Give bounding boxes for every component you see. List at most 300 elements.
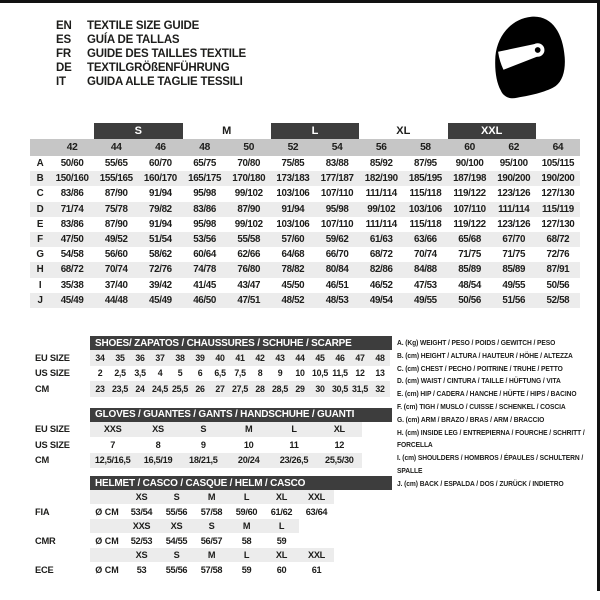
helmet-size-cell: M <box>207 492 216 502</box>
measurement-cell: 165/175 <box>188 173 222 185</box>
row-label: CM <box>35 383 50 394</box>
row-label: A <box>36 158 44 170</box>
measurement-cell: 51/56 <box>502 294 526 306</box>
helmet-row-fia <box>30 504 392 519</box>
row-cells <box>90 437 362 453</box>
helmet-size-cell: S <box>173 550 180 560</box>
size-band-s: S <box>94 123 182 139</box>
shoes-section-header: SHOES/ ZAPATOS / CHAUSSURES / SCHUHE / SCARPE <box>90 336 392 350</box>
measurement-cell: 71/75 <box>502 249 526 261</box>
size-cell: 27 <box>215 383 225 394</box>
size-cell: 25,5 <box>172 383 188 394</box>
legend-item-e: E. (cm) HIP / CADERA / HANCHE / HÜFTE / HIPS / BACINO <box>397 389 577 399</box>
measurement-cell: 51/54 <box>149 234 172 246</box>
size-cell: 7,5 <box>234 368 246 379</box>
legend-item-b: B. (cm) HEIGHT / ALTURA / HAUTEUR / HÖHE / ALTEZZA <box>397 350 573 360</box>
size-cell: 23,5 <box>112 383 128 394</box>
measurement-cell: 53/56 <box>193 234 216 246</box>
measurement-cell: 43/47 <box>237 279 261 291</box>
helmet-value-cell: 59 <box>241 564 252 575</box>
size-cell: 3,5 <box>134 368 146 379</box>
measurement-cell: 107/110 <box>320 188 354 200</box>
spacer <box>30 468 392 476</box>
helmet-size-cell: XS <box>135 492 148 502</box>
measurement-cell: 99/102 <box>234 188 263 200</box>
language-line-it <box>56 75 246 89</box>
size-cell: 9 <box>277 368 283 379</box>
helmet-sizes-ece <box>90 548 334 562</box>
helmet-sizes-cmr <box>90 519 299 533</box>
measurement-cell: 49/55 <box>502 279 526 291</box>
helmet-value-cell: 55/56 <box>165 564 188 575</box>
size-cell: 28,5 <box>272 383 288 394</box>
measurement-cell: 87/90 <box>104 188 128 200</box>
size-cell: 46 <box>335 352 345 363</box>
helmet-value-cell: 54/55 <box>165 535 188 546</box>
measurement-cell: 37/40 <box>104 279 128 291</box>
page-title-es: GUÍA DE TALLAS <box>87 34 180 46</box>
measurement-cell: 50/56 <box>458 294 481 306</box>
size-header-cell: 48 <box>199 142 210 153</box>
measurement-cell: 39/42 <box>149 279 172 291</box>
measurement-cell: 76/80 <box>237 264 261 276</box>
textile-row-b <box>30 171 580 186</box>
size-cell: 24 <box>135 383 145 394</box>
size-cell: 8 <box>257 368 263 379</box>
helmet-size-cell: M <box>242 521 251 531</box>
size-cell: 13 <box>375 368 385 379</box>
size-cell: 38 <box>175 352 185 363</box>
size-cell: 34 <box>95 352 105 363</box>
helmet-value-cell: 61/62 <box>270 506 293 517</box>
lower-sections <box>30 336 392 577</box>
measurement-cell: 155/165 <box>99 173 133 185</box>
measurement-cell: 190/200 <box>497 173 531 185</box>
size-cell: 26 <box>195 383 205 394</box>
measurement-cell: 103/106 <box>276 188 310 200</box>
measurement-cell: 49/55 <box>414 294 437 306</box>
measurement-cell: 68/72 <box>546 234 570 246</box>
textile-row-j <box>30 293 580 308</box>
measurement-cell: 72/76 <box>546 249 570 261</box>
row-label: J <box>37 294 43 306</box>
measurement-cell: 90/100 <box>455 158 484 170</box>
row-label: F <box>37 234 43 246</box>
measurement-cell: 45/49 <box>149 294 172 306</box>
size-cell: 48 <box>375 352 385 363</box>
measurement-cell: 72/76 <box>149 264 172 276</box>
measurement-cell: 75/78 <box>104 203 128 215</box>
size-cell: 47 <box>355 352 365 363</box>
measurement-cell: 55/58 <box>237 234 261 246</box>
size-cell: 44 <box>295 352 305 363</box>
measurement-cell: 95/100 <box>499 158 528 170</box>
language-line-en <box>56 19 246 33</box>
standard-label: FIA <box>35 506 50 517</box>
legend-item-i: I. (cm) SHOULDERS / HOMBROS / ÉPAULES / SCHULTERN / SPALLE <box>397 453 584 475</box>
measurement-cell: 44/48 <box>104 294 128 306</box>
helmet-size-cell: L <box>278 521 285 531</box>
gloves-section-header: GLOVES / GUANTES / GANTS / HANDSCHUHE / GUANTI <box>90 408 392 422</box>
row-label: H <box>36 264 44 276</box>
size-cell: XS <box>152 424 164 435</box>
measurement-cell: 61/63 <box>369 234 393 246</box>
measurement-cell: 78/82 <box>281 264 305 276</box>
measurement-cell: 127/130 <box>541 218 575 230</box>
measurement-cell: 83/86 <box>193 203 216 215</box>
textile-row-d <box>30 202 580 217</box>
measurement-legend <box>397 337 600 491</box>
size-header-cell: 44 <box>110 142 122 153</box>
size-header-cell: 50 <box>243 142 255 153</box>
size-header-cell: 46 <box>155 142 166 153</box>
size-cell: 6,5 <box>214 368 226 379</box>
measurement-cell: 85/89 <box>458 264 481 276</box>
row-label: EU SIZE <box>35 424 70 435</box>
measurement-cell: 115/119 <box>541 203 574 215</box>
row-cells <box>90 350 390 366</box>
textile-row-i <box>30 278 580 293</box>
size-band-xxl: XXL <box>448 123 536 139</box>
page-title-de: TEXTILGRÖßENFÜHRUNG <box>87 62 230 74</box>
measurement-cell: 59/62 <box>325 234 349 246</box>
measurement-cell: 115/118 <box>409 218 442 230</box>
measurement-cell: 115/118 <box>409 188 442 200</box>
language-code: IT <box>56 76 66 88</box>
language-code: DE <box>56 62 72 74</box>
measurement-cell: 85/92 <box>369 158 393 170</box>
measurement-cell: 54/58 <box>60 249 84 261</box>
measurement-cell: 60/70 <box>149 158 172 170</box>
size-band-m: M <box>222 125 232 137</box>
measurement-cell: 47/51 <box>237 294 261 306</box>
size-cell: XXS <box>103 424 122 435</box>
size-cell: 29 <box>295 383 305 394</box>
size-cell: 41 <box>235 352 245 363</box>
language-line-de <box>56 61 246 75</box>
size-cell: 10 <box>243 439 254 450</box>
spacer <box>30 397 392 408</box>
measurement-cell: 50/60 <box>60 158 84 170</box>
size-header-cell: 58 <box>420 142 431 153</box>
legend-item-f: F. (cm) TIGH / MUSLO / CUISSE / SCHENKEL / COSCIA <box>397 401 566 411</box>
row-label: C <box>36 188 44 200</box>
textile-band-row <box>30 123 580 139</box>
row-label: B <box>36 173 44 185</box>
shoes-table <box>30 350 392 397</box>
helmet-value-cell: 55/56 <box>165 506 188 517</box>
measurement-cell: 111/114 <box>365 188 397 200</box>
measurement-cell: 170/180 <box>232 173 266 185</box>
row-label: D <box>36 203 44 215</box>
measurement-cell: 173/183 <box>276 173 310 185</box>
measurement-cell: 80/84 <box>325 264 349 276</box>
measurement-cell: 95/98 <box>325 203 349 215</box>
measurement-cell: 63/66 <box>414 234 437 246</box>
measurement-cell: 65/75 <box>193 158 216 170</box>
textile-size-row <box>30 139 580 156</box>
helmet-size-cell: XL <box>275 550 288 560</box>
textile-row-c <box>30 186 580 201</box>
measurement-cell: 103/106 <box>276 218 310 230</box>
measurement-cell: 87/95 <box>414 158 437 170</box>
measurement-cell: 74/78 <box>193 264 216 276</box>
size-band-l: L <box>271 123 359 139</box>
measurement-cell: 123/126 <box>497 188 531 200</box>
helmet-size-cell: XL <box>275 492 288 502</box>
size-cell: 2,5 <box>114 368 126 379</box>
textile-row-g <box>30 247 580 262</box>
measurement-cell: 67/70 <box>502 234 526 246</box>
shoes-table-row-eu-size <box>30 350 392 366</box>
helmet-size-cell: XXS <box>132 521 151 531</box>
measurement-cell: 68/72 <box>60 264 84 276</box>
helmet-size-cell: S <box>173 492 180 502</box>
size-header-cell: 64 <box>552 142 564 153</box>
textile-row-f <box>30 232 580 247</box>
helmet-size-cell: XXL <box>308 550 325 560</box>
measurement-cell: 48/54 <box>458 279 481 291</box>
size-cell: 32 <box>375 383 385 394</box>
measurement-cell: 99/102 <box>234 218 263 230</box>
size-header-cell: 52 <box>287 142 299 153</box>
size-cell: 31,5 <box>352 383 368 394</box>
helmet-size-cell: L <box>243 492 250 502</box>
measurement-cell: 91/94 <box>281 203 305 215</box>
size-header-cell: 56 <box>375 142 387 153</box>
measurement-cell: 68/72 <box>369 249 393 261</box>
helmet-size-cell: XXL <box>308 492 325 502</box>
size-cell: 25,5/30 <box>325 455 354 466</box>
standard-label: ECE <box>35 564 54 575</box>
measurement-cell: 107/110 <box>453 203 486 215</box>
measurement-cell: 190/200 <box>541 173 575 185</box>
measurement-cell: 83/86 <box>60 188 84 200</box>
legend-item-c: C. (cm) CHEST / PECHO / POITRINE / TRUHE / PETTO <box>397 363 563 373</box>
measurement-cell: 70/80 <box>237 158 261 170</box>
measurement-cell: 87/90 <box>237 203 261 215</box>
measurement-cell: 71/74 <box>60 203 84 215</box>
size-cell: 30 <box>315 383 325 394</box>
row-label: E <box>36 218 44 230</box>
helmet-size-cell: XS <box>170 521 183 531</box>
size-header-cell: 62 <box>508 142 520 153</box>
size-cell: 5 <box>177 368 183 379</box>
helmet-value-cell: 52/53 <box>130 535 153 546</box>
helmet-size-cell: L <box>243 550 250 560</box>
helmet-value-cell: 58 <box>241 535 252 546</box>
size-cell: 27,5 <box>232 383 248 394</box>
measurement-cell: 187/198 <box>453 173 487 185</box>
size-header-cell: 60 <box>464 142 475 153</box>
row-label: G <box>36 249 44 261</box>
helmet-row-cmr <box>30 533 392 548</box>
textile-row-a <box>30 156 580 171</box>
size-cell: 43 <box>275 352 285 363</box>
gloves-table-row-cm <box>30 453 392 469</box>
row-label: EU SIZE <box>35 352 70 363</box>
measurement-cell: 83/86 <box>60 218 84 230</box>
measurement-cell: 127/130 <box>541 188 575 200</box>
row-cells <box>90 381 390 397</box>
size-cell: 45 <box>315 352 325 363</box>
helmet-size-cell: M <box>207 550 216 560</box>
size-cell: 8 <box>155 439 161 450</box>
size-cell: 12 <box>334 439 345 450</box>
measurement-cell: 111/114 <box>498 203 530 215</box>
gloves-table-row-us-size <box>30 437 392 453</box>
size-cell: L <box>291 424 297 435</box>
size-cell: 20/24 <box>237 455 260 466</box>
helmet-size-cell: S <box>208 521 215 531</box>
page-title-fr: GUIDE DES TAILLES TEXTILE <box>87 48 246 60</box>
measurement-cell: 46/51 <box>325 279 349 291</box>
size-cell: 40 <box>215 352 225 363</box>
measurement-cell: 45/50 <box>281 279 305 291</box>
gloves-table <box>30 422 392 469</box>
shoes-table-row-us-size <box>30 366 392 382</box>
measurement-cell: 82/86 <box>369 264 393 276</box>
measurement-cell: 182/190 <box>364 173 398 185</box>
helmet-value-cell: 61 <box>311 564 322 575</box>
measurement-cell: 123/126 <box>497 218 531 230</box>
row-label: US SIZE <box>35 368 70 379</box>
language-line-es <box>56 33 246 47</box>
helmet-section-header: HELMET / CASCO / CASQUE / HELM / CASCO <box>90 476 392 490</box>
measurement-cell: 91/94 <box>149 188 172 200</box>
measurement-cell: 48/53 <box>325 294 349 306</box>
legend-item-a: A. (Kg) WEIGHT / PESO / POIDS / GEWITCH / PESO <box>397 338 556 347</box>
size-cell: 4 <box>157 368 163 379</box>
measurement-cell: 60/64 <box>193 249 216 261</box>
size-cell: 18/21,5 <box>189 455 218 466</box>
measurement-cell: 50/56 <box>546 279 570 291</box>
language-code: EN <box>56 20 72 32</box>
helmet-value-cell: 57/58 <box>200 564 223 575</box>
size-header-cell: 54 <box>331 142 343 153</box>
size-cell: 10,5 <box>312 368 328 379</box>
helmet-value-cell: 57/58 <box>200 506 223 517</box>
measurement-cell: 185/195 <box>408 173 442 185</box>
standard-label: CMR <box>35 535 56 546</box>
measurement-cell: 55/65 <box>104 158 128 170</box>
measurement-cell: 95/98 <box>193 218 216 230</box>
gloves-table-row-eu-size <box>30 422 392 438</box>
measurement-cell: 107/110 <box>320 218 354 230</box>
language-code: ES <box>56 34 71 46</box>
measurement-cell: 87/91 <box>546 264 570 276</box>
size-cell: 2 <box>97 368 103 379</box>
legend-item-j: J. (cm) BACK / ESPALDA / DOS / ZURÜCK / INDIETRO <box>397 478 564 488</box>
size-cell: 9 <box>200 439 206 450</box>
measurement-cell: 58/62 <box>149 249 172 261</box>
helmet-row-ece <box>30 562 392 577</box>
measurement-cell: 47/53 <box>414 279 437 291</box>
size-cell: 23 <box>95 383 105 394</box>
measurement-cell: 85/89 <box>502 264 526 276</box>
measurement-cell: 111/114 <box>365 218 397 230</box>
measurement-cell: 65/68 <box>458 234 481 246</box>
diameter-unit-label: Ø CM <box>95 506 119 517</box>
textile-table-body <box>30 156 580 308</box>
measurement-cell: 47/50 <box>60 234 84 246</box>
size-cell: 7 <box>110 439 116 450</box>
page-title: TEXTILE SIZE GUIDE <box>87 20 200 32</box>
row-label: I <box>38 279 42 291</box>
size-cell: 10 <box>295 368 305 379</box>
legend-item-h: H. (cm) INSIDE LEG / ENTREPIERNA / FOURCHE / SCHRITT / FORCELLA <box>397 427 585 450</box>
measurement-cell: 35/38 <box>60 279 84 291</box>
size-cell: 16,5/19 <box>143 455 173 466</box>
measurement-cell: 48/52 <box>281 294 305 306</box>
measurement-cell: 105/115 <box>541 158 575 170</box>
measurement-cell: 64/68 <box>281 249 305 261</box>
helmet-value-cell: 59/60 <box>235 506 258 517</box>
measurement-cell: 75/85 <box>281 158 305 170</box>
measurement-cell: 87/90 <box>104 218 128 230</box>
measurement-cell: 70/74 <box>414 249 437 261</box>
measurement-cell: 66/70 <box>325 249 349 261</box>
row-cells <box>90 366 390 382</box>
helmet-value-cell: 59 <box>276 535 287 546</box>
measurement-cell: 41/45 <box>193 279 216 291</box>
measurement-cell: 99/102 <box>367 203 396 215</box>
textile-row-h <box>30 262 580 277</box>
measurement-cell: 71/75 <box>458 249 481 261</box>
legend-item-d: D. (cm) WAIST / CINTURA / TAILLE / HÜFTUNG / VITA <box>397 376 561 386</box>
helmet-sizes-fia <box>90 490 334 504</box>
size-cell: M <box>244 424 253 435</box>
measurement-cell: 56/60 <box>104 249 128 261</box>
measurement-cell: 45/49 <box>60 294 84 306</box>
measurement-cell: 119/122 <box>453 218 486 230</box>
row-cells <box>90 453 362 469</box>
size-cell: S <box>200 424 207 435</box>
measurement-cell: 83/88 <box>325 158 349 170</box>
size-cell: 28 <box>255 383 265 394</box>
size-cell: 24,5 <box>152 383 168 394</box>
size-cell: 42 <box>255 352 265 363</box>
row-label: US SIZE <box>35 439 70 450</box>
measurement-cell: 49/52 <box>104 234 128 246</box>
measurement-cell: 52/58 <box>546 294 570 306</box>
shoes-table-row-cm <box>30 381 392 397</box>
top-border <box>0 0 600 3</box>
measurement-cell: 177/187 <box>320 173 354 185</box>
racing-helmet-icon <box>486 14 566 104</box>
language-line-fr <box>56 47 246 61</box>
size-cell: 30,5 <box>332 383 348 394</box>
size-cell: 11,5 <box>332 368 348 379</box>
measurement-cell: 91/94 <box>149 218 172 230</box>
measurement-cell: 119/122 <box>453 188 486 200</box>
helmet-value-cell: 63/64 <box>305 506 328 517</box>
measurement-cell: 84/88 <box>414 264 437 276</box>
size-band-xl: XL <box>396 125 411 137</box>
measurement-cell: 103/106 <box>408 203 442 215</box>
measurement-cell: 57/60 <box>281 234 305 246</box>
size-cell: 23/26,5 <box>279 455 309 466</box>
size-cell: 36 <box>135 352 145 363</box>
helmet-table <box>30 490 392 577</box>
helmet-value-cell: 53 <box>136 564 147 575</box>
measurement-cell: 62/66 <box>237 249 261 261</box>
helmet-size-cell: XS <box>135 550 148 560</box>
size-header-cell: 42 <box>66 142 78 153</box>
size-cell: 6 <box>197 368 203 379</box>
measurement-cell: 46/50 <box>193 294 216 306</box>
helmet-value-cell: 53/54 <box>130 506 153 517</box>
